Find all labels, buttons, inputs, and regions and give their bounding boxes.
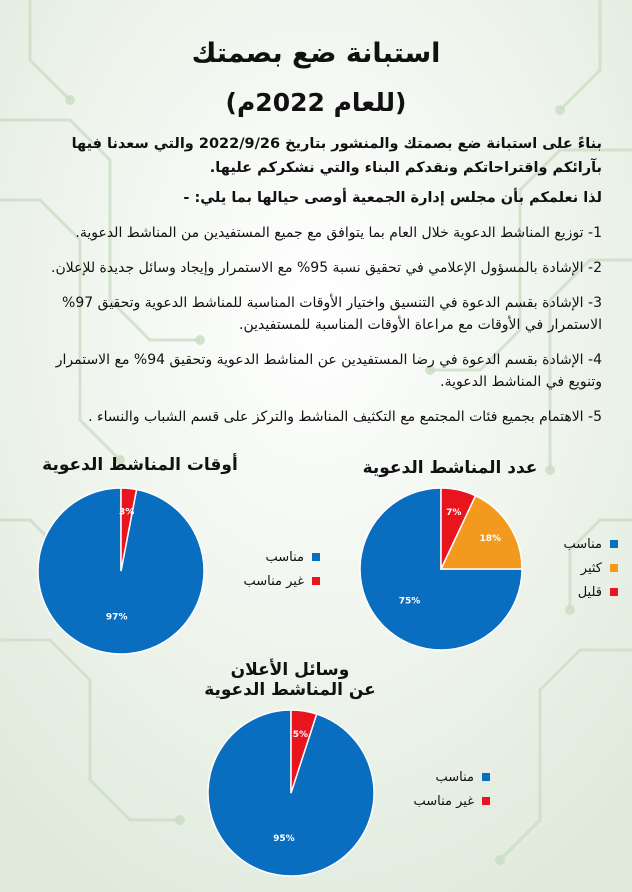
- pie-slice-label: 75%: [398, 596, 421, 607]
- legend-item: [528, 556, 618, 580]
- pie-slice-label: 5%: [292, 729, 308, 740]
- pie-chart-advertising: [206, 708, 376, 878]
- legend-label: غير مناسب: [413, 793, 474, 809]
- legend-item: [380, 789, 490, 813]
- legend-swatch: [482, 797, 490, 805]
- pie-chart-activity-timings: [36, 486, 206, 656]
- pie-slice-label: 95%: [273, 834, 295, 845]
- chart-title-advertising: [180, 660, 400, 700]
- pie-slice-label: 3%: [118, 507, 135, 518]
- legend-label: قليل: [577, 584, 602, 600]
- legend-advertising: [380, 765, 490, 813]
- intro-paragraph: بناءً على استبانة ضع بصمتك والمنشور بتاريخ 2022/9/26 والتي سعدنا فيها بآرائكم واقتراحاتكم ونقدكم البناء والتي نشكركم عليها.: [71, 136, 602, 176]
- legend-label: مناسب: [265, 549, 304, 565]
- recommendations-lead: لذا نعلمكم بأن مجلس إدارة الجمعية أوصى حيالها بما يلي: -: [183, 190, 602, 206]
- legend-label: مناسب: [435, 769, 474, 785]
- legend-item: [380, 765, 490, 789]
- legend-item: [528, 532, 618, 556]
- legend-label: غير مناسب: [243, 573, 304, 589]
- recommendation-item: 2- الإشادة بالمسؤول الإعلامي في تحقيق نسبة 95% مع الاستمرار وإيجاد وسائل جديدة للإعلان.: [51, 260, 602, 276]
- recommendation-item: 5- الاهتمام بجميع فئات المجتمع مع التكثيف المناشط والتركز على قسم الشباب والنساء .: [88, 409, 602, 425]
- recommendation-item: 3- الإشادة بقسم الدعوة في التنسيق واختيار الأوقات المناسبة للمناشط الدعوية وتحقيق 97% الاستمرار في الأوقات مع مراعاة الأوقات المناسبة للمستفيدين.: [62, 295, 602, 333]
- legend-label: مناسب: [563, 536, 602, 552]
- legend-swatch: [610, 540, 618, 548]
- chart-title-activities-count: عدد المناشط الدعوية: [362, 458, 538, 478]
- pie-slice-label: 18%: [479, 533, 502, 544]
- legend-swatch: [312, 577, 320, 585]
- legend-swatch: [482, 773, 490, 781]
- legend-swatch: [312, 553, 320, 561]
- pie-chart-activities-count: [358, 486, 524, 652]
- pie-slice-label: 7%: [446, 508, 462, 519]
- legend-activity-timings: [210, 545, 320, 593]
- chart-title-line: وسائل الأعلان: [230, 660, 350, 680]
- legend-activities-count: [528, 532, 618, 604]
- recommendation-item: 4- الإشادة بقسم الدعوة في رضا المستفيدين عن المناشط الدعوية وتحقيق 94% مع الاستمرار وتنويع في المناشط الدعوية.: [55, 352, 602, 390]
- chart-title-activity-timings: أوقات المناشط الدعوية: [42, 455, 238, 475]
- legend-swatch: [610, 588, 618, 596]
- legend-item: [210, 545, 320, 569]
- page-subtitle: (للعام 2022م): [225, 88, 407, 117]
- pie-slice-label: 97%: [105, 612, 128, 623]
- legend-item: [528, 580, 618, 604]
- chart-title-line: عن المناشط الدعوية: [204, 680, 376, 700]
- legend-swatch: [610, 564, 618, 572]
- page-title: استبانة ضع بصمتك: [191, 38, 441, 69]
- legend-label: كثير: [580, 560, 602, 576]
- recommendations-list: [22, 222, 602, 441]
- recommendation-item: 1- توزيع المناشط الدعوية خلال العام بما يتوافق مع جميع المستفيدين من المناشط الدعوية.: [75, 225, 602, 241]
- legend-item: [210, 569, 320, 593]
